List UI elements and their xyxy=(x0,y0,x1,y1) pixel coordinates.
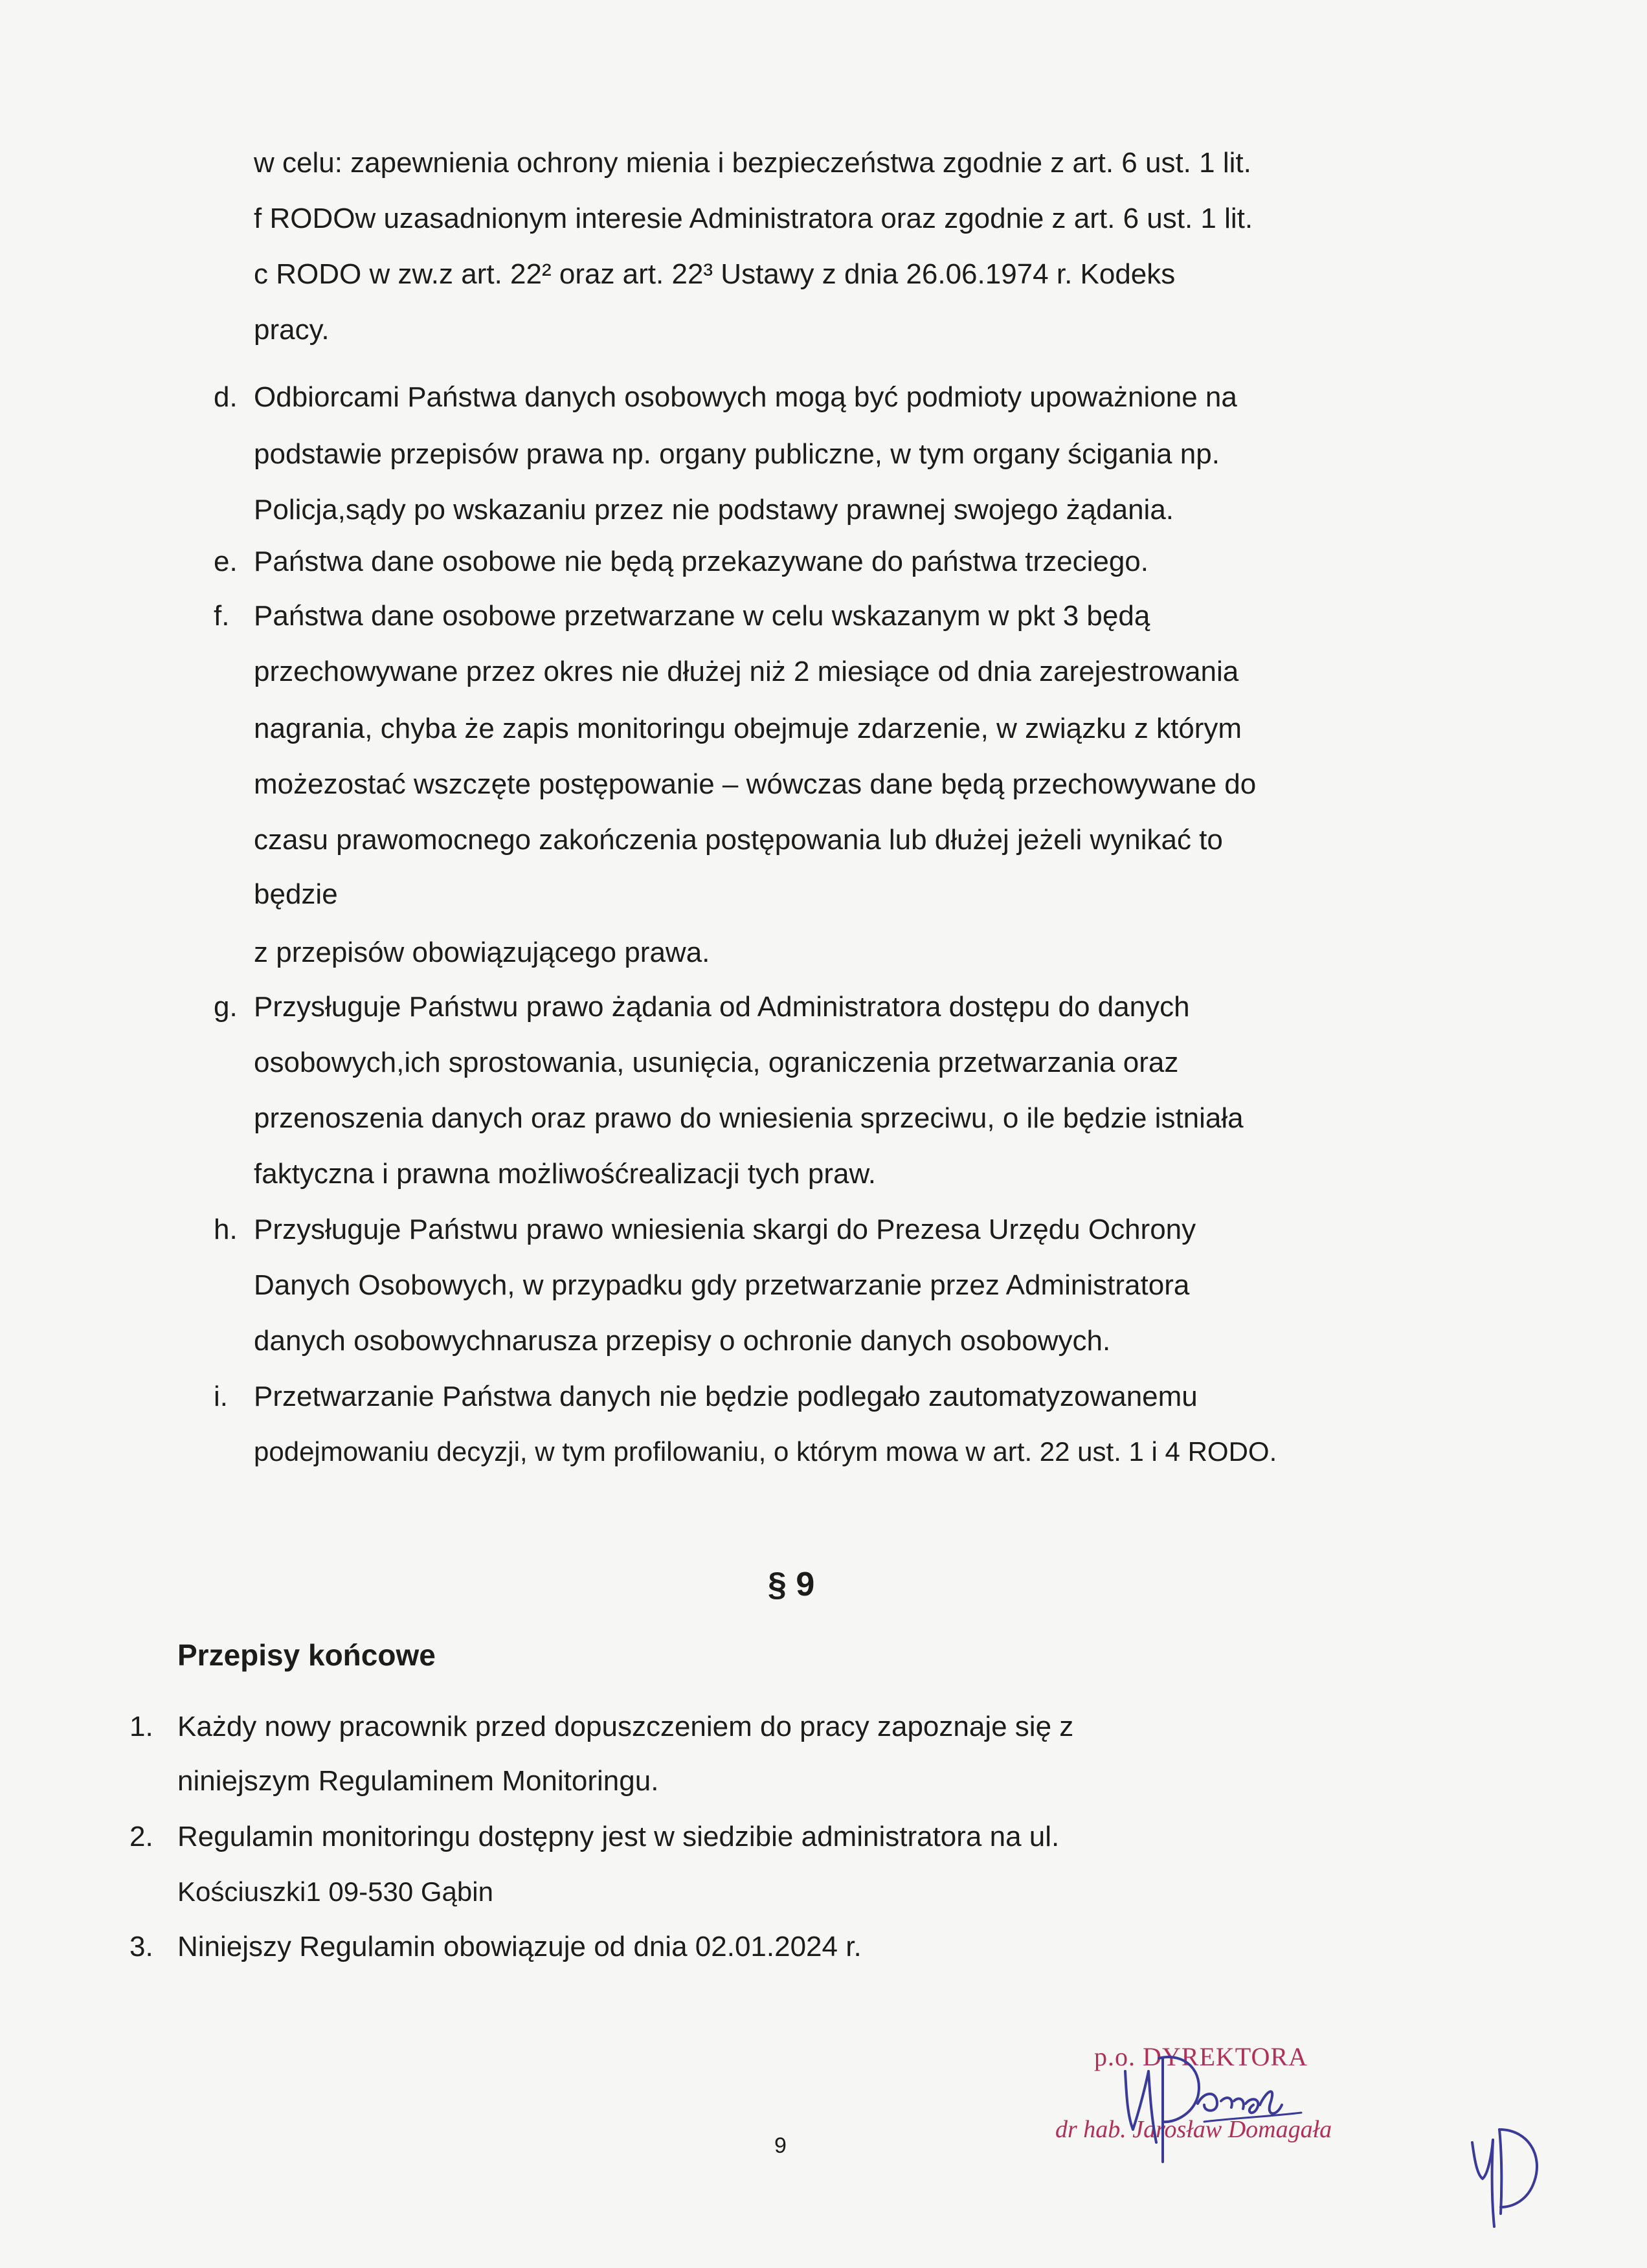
final-item-marker-2: 2. xyxy=(129,1821,153,1852)
text-line: w celu: zapewnienia ochrony mienia i bezpieczeństwa zgodnie z art. 6 ust. 1 lit. xyxy=(254,147,1251,179)
section-title: Przepisy końcowe xyxy=(177,1638,436,1672)
list-marker-i: i. xyxy=(214,1381,228,1412)
stamp-name: dr hab. Jarosław Domagała xyxy=(1055,2116,1332,2143)
list-item-h-line: danych osobowychnarusza przepisy o ochronie danych osobowych. xyxy=(254,1325,1111,1357)
list-item-f-line: będzie xyxy=(254,878,338,910)
page-number: 9 xyxy=(774,2133,787,2158)
stamp-title: p.o. DYREKTORA xyxy=(1094,2042,1308,2071)
list-item-e-line: Państwa dane osobowe nie będą przekazywane do państwa trzeciego. xyxy=(254,546,1149,577)
list-marker-d: d. xyxy=(214,381,238,413)
list-marker-f: f. xyxy=(214,600,230,632)
text-line: pracy. xyxy=(254,314,330,346)
list-item-g-line: Przysługuje Państwu prawo żądania od Administratora dostępu do danych xyxy=(254,991,1190,1023)
list-item-f-line: możezostać wszczęte postępowanie – wówczas dane będą przechowywane do xyxy=(254,768,1257,800)
list-item-g-line: faktyczna i prawna możliwośćrealizacji tych praw. xyxy=(254,1158,877,1190)
list-item-f-line: nagrania, chyba że zapis monitoringu obejmuje zdarzenie, w związku z którym xyxy=(254,713,1242,744)
list-item-h-line: Danych Osobowych, w przypadku gdy przetwarzanie przez Administratora xyxy=(254,1269,1190,1301)
initials-mark xyxy=(1463,2117,1547,2233)
text-line: c RODO w zw.z art. 22² oraz art. 22³ Ustawy z dnia 26.06.1974 r. Kodeks xyxy=(254,258,1176,290)
list-item-d-line: podstawie przepisów prawa np. organy publiczne, w tym organy ścigania np. xyxy=(254,438,1220,470)
list-marker-h: h. xyxy=(214,1214,238,1245)
final-item-1-line: niniejszym Regulaminem Monitoringu. xyxy=(177,1765,659,1797)
signature-mark xyxy=(1107,2045,1314,2168)
list-marker-e: e. xyxy=(214,546,238,577)
text-line: f RODOw uzasadnionym interesie Administratora oraz zgodnie z art. 6 ust. 1 lit. xyxy=(254,203,1253,234)
final-item-2-line: Kościuszki1 09-530 Gąbin xyxy=(177,1876,493,1907)
list-item-d-line: Odbiorcami Państwa danych osobowych mogą być podmioty upoważnione na xyxy=(254,381,1237,413)
final-item-marker-1: 1. xyxy=(129,1711,153,1742)
section-number: § 9 xyxy=(768,1566,815,1603)
final-item-1-line: Każdy nowy pracownik przed dopuszczeniem do pracy zapoznaje się z xyxy=(177,1711,1074,1742)
list-item-f-line: Państwa dane osobowe przetwarzane w celu wskazanym w pkt 3 będą xyxy=(254,600,1150,632)
list-item-h-line: Przysługuje Państwu prawo wniesienia skargi do Prezesa Urzędu Ochrony xyxy=(254,1214,1196,1245)
final-item-2-line: Regulamin monitoringu dostępny jest w siedzibie administratora na ul. xyxy=(177,1821,1060,1852)
final-item-3-line: Niniejszy Regulamin obowiązuje od dnia 02.01.2024 r. xyxy=(177,1931,862,1962)
list-item-g-line: osobowych,ich sprostowania, usunięcia, ograniczenia przetwarzania oraz xyxy=(254,1047,1179,1078)
final-item-marker-3: 3. xyxy=(129,1931,153,1962)
list-item-f-line: czasu prawomocnego zakończenia postępowania lub dłużej jeżeli wynikać to xyxy=(254,824,1223,856)
list-item-i-line: Przetwarzanie Państwa danych nie będzie podlegało zautomatyzowanemu xyxy=(254,1381,1198,1412)
list-marker-g: g. xyxy=(214,991,238,1023)
list-item-g-line: przenoszenia danych oraz prawo do wniesienia sprzeciwu, o ile będzie istniała xyxy=(254,1102,1244,1134)
list-item-f-line: z przepisów obowiązującego prawa. xyxy=(254,937,710,968)
list-item-f-line: przechowywane przez okres nie dłużej niż 2 miesiące od dnia zarejestrowania xyxy=(254,656,1239,687)
list-item-i-line: podejmowaniu decyzji, w tym profilowaniu, o którym mowa w art. 22 ust. 1 i 4 RODO. xyxy=(254,1436,1277,1467)
list-item-d-line: Policja,sądy po wskazaniu przez nie podstawy prawnej swojego żądania. xyxy=(254,494,1174,526)
